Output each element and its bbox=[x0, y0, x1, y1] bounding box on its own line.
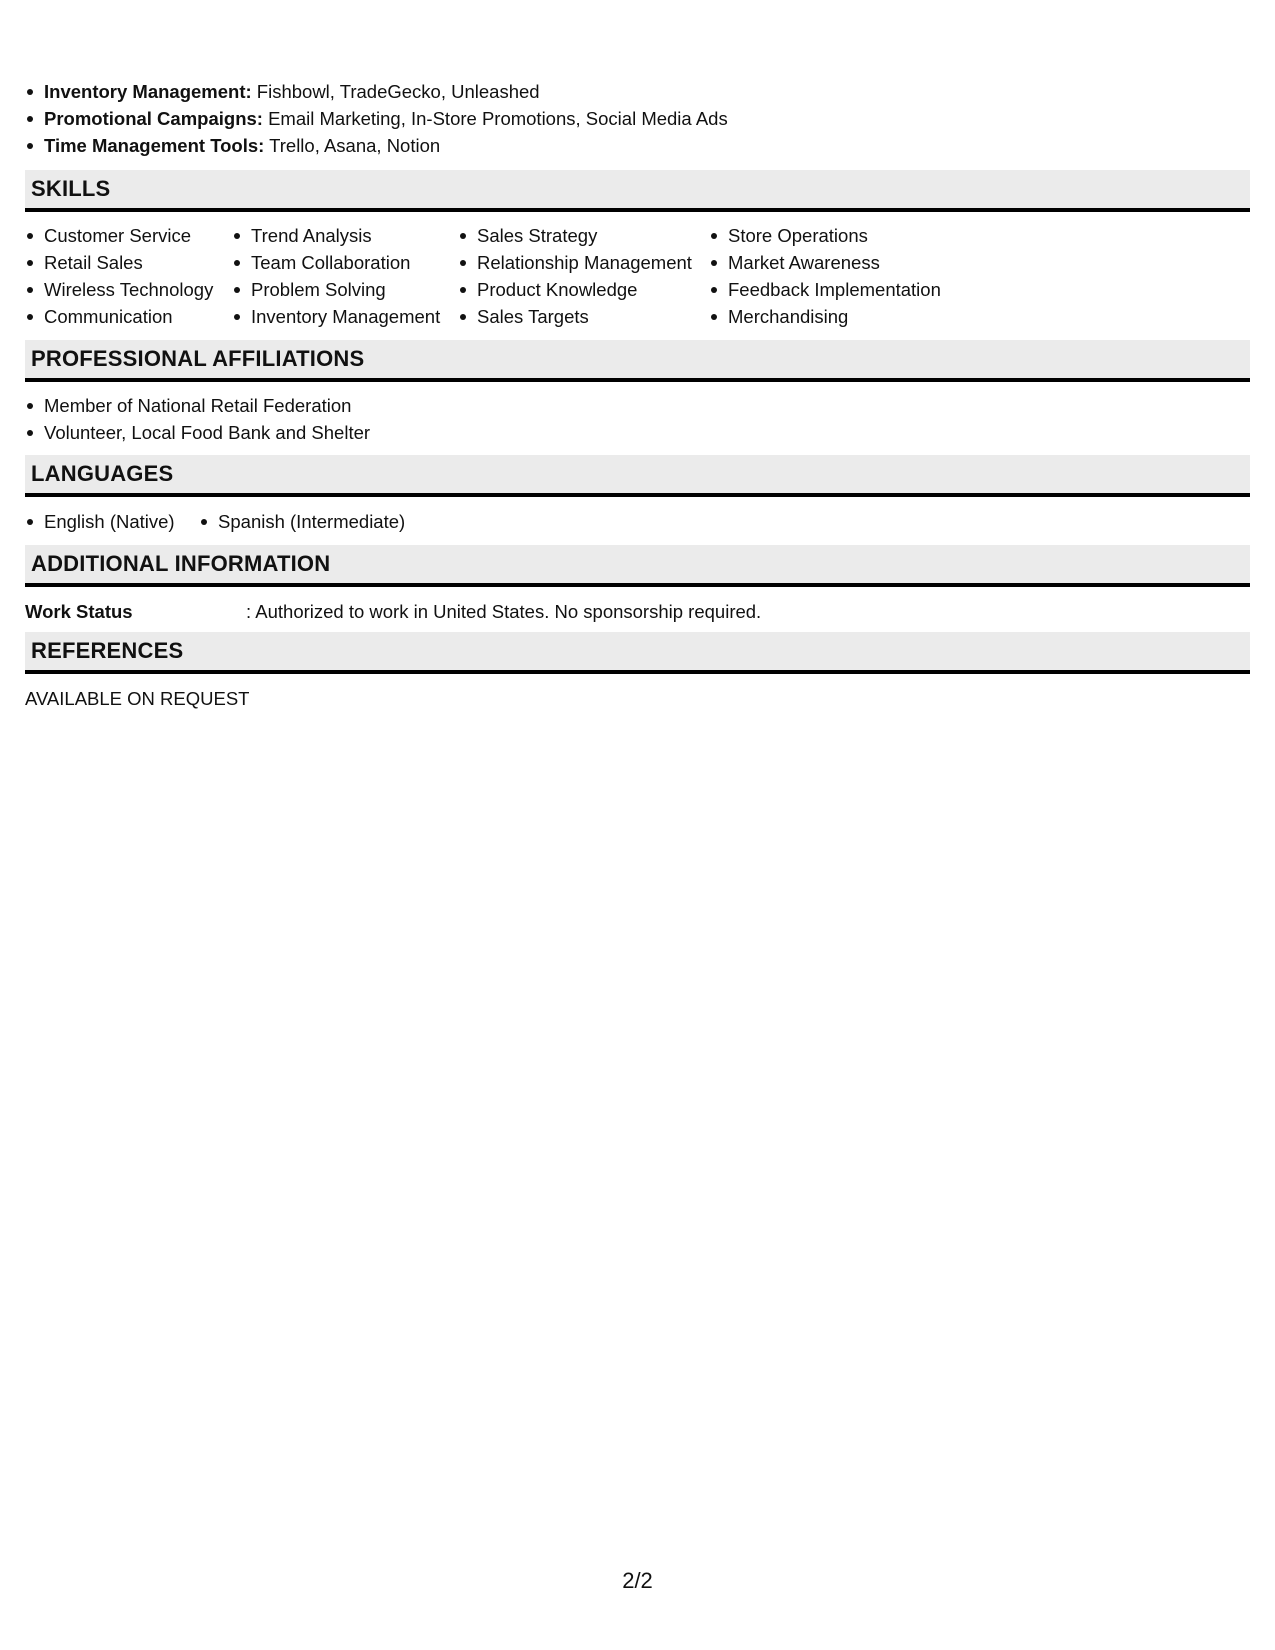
section-title: PROFESSIONAL AFFILIATIONS bbox=[31, 346, 365, 371]
languages-section-header bbox=[25, 455, 1250, 497]
tools-list bbox=[25, 78, 728, 159]
languages-list bbox=[25, 508, 425, 535]
skills-column bbox=[232, 222, 440, 330]
skills-grid bbox=[25, 222, 1250, 332]
skill-item: Sales Strategy bbox=[458, 222, 692, 249]
skill-item: Problem Solving bbox=[232, 276, 440, 303]
references-text: AVAILABLE ON REQUEST bbox=[25, 688, 250, 709]
section-title: SKILLS bbox=[31, 176, 111, 201]
skill-item: Market Awareness bbox=[709, 249, 941, 276]
skill-item: Store Operations bbox=[709, 222, 941, 249]
page-number: 2/2 bbox=[622, 1568, 653, 1593]
skill-item: Relationship Management bbox=[458, 249, 692, 276]
tool-category-label: Inventory Management: bbox=[44, 81, 252, 102]
affiliations-section-header bbox=[25, 340, 1250, 382]
work-status-value: : Authorized to work in United States. No sponsorship required. bbox=[246, 601, 762, 622]
skill-item: Wireless Technology bbox=[25, 276, 213, 303]
skill-item: Sales Targets bbox=[458, 303, 692, 330]
affiliation-item: Member of National Retail Federation bbox=[25, 392, 370, 419]
tool-category-label: Time Management Tools: bbox=[44, 135, 265, 156]
references-section-header bbox=[25, 632, 1250, 674]
tool-category-value: Email Marketing, In-Store Promotions, Social Media Ads bbox=[262, 108, 728, 129]
section-title: ADDITIONAL INFORMATION bbox=[31, 551, 331, 576]
list-item bbox=[25, 105, 728, 132]
skills-column bbox=[709, 222, 941, 330]
skill-item: Merchandising bbox=[709, 303, 941, 330]
tool-category-label: Promotional Campaigns: bbox=[44, 108, 263, 129]
work-status-label: Work Status bbox=[25, 601, 133, 622]
skills-column bbox=[458, 222, 692, 330]
language-item: Spanish (Intermediate) bbox=[199, 508, 405, 535]
skill-item: Team Collaboration bbox=[232, 249, 440, 276]
resume-page bbox=[25, 0, 1250, 1650]
affiliations-list bbox=[25, 392, 370, 446]
additional-info-section-header bbox=[25, 545, 1250, 587]
section-title: REFERENCES bbox=[31, 638, 184, 663]
section-title: LANGUAGES bbox=[31, 461, 174, 486]
tool-category-value: Trello, Asana, Notion bbox=[264, 135, 441, 156]
skill-item: Trend Analysis bbox=[232, 222, 440, 249]
skills-section-header bbox=[25, 170, 1250, 212]
language-item: English (Native) bbox=[25, 508, 175, 535]
skill-item: Retail Sales bbox=[25, 249, 213, 276]
tool-category-value: Fishbowl, TradeGecko, Unleashed bbox=[251, 81, 540, 102]
skill-item: Feedback Implementation bbox=[709, 276, 941, 303]
skill-item: Customer Service bbox=[25, 222, 213, 249]
skill-item: Product Knowledge bbox=[458, 276, 692, 303]
list-item bbox=[25, 132, 728, 159]
list-item bbox=[25, 78, 728, 105]
affiliation-item: Volunteer, Local Food Bank and Shelter bbox=[25, 419, 370, 446]
skill-item: Communication bbox=[25, 303, 213, 330]
skill-item: Inventory Management bbox=[232, 303, 440, 330]
skills-column bbox=[25, 222, 213, 330]
